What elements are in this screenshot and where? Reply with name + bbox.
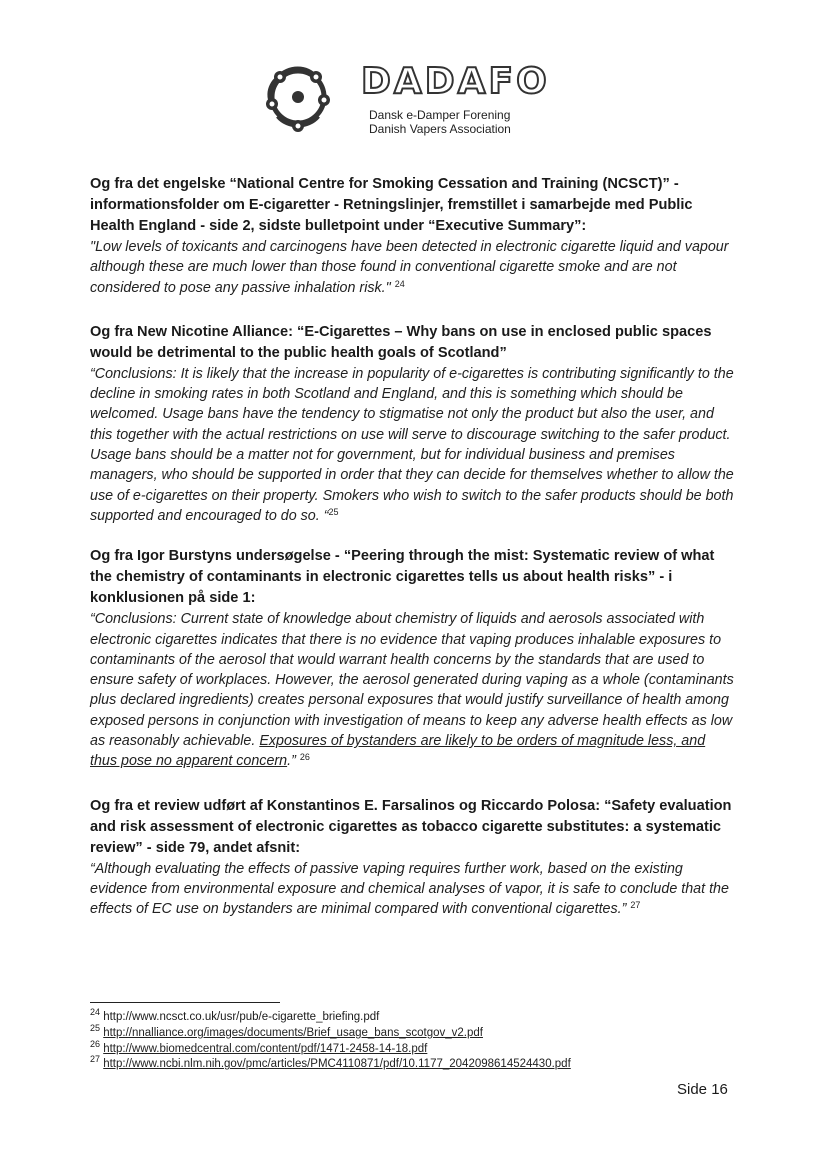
section-burstyn [90, 546, 735, 771]
footnote-ref: 24 [394, 278, 405, 289]
logo-subtitle-danish: Dansk e-Damper Forening [369, 108, 511, 122]
dadafo-logo [258, 56, 550, 138]
footnote-item [90, 1007, 571, 1026]
footnote-number: 25 [90, 1022, 101, 1033]
section-heading: Og fra New Nicotine Alliance: “E-Cigarettes – Why bans on use in enclosed public spaces would be detrimental to the public health goals of Scotland” [90, 323, 712, 361]
footnote-link[interactable]: http://www.ncbi.nlm.nih.gov/pmc/articles/PMC4110871/pdf/10.1177_2042098614524430.pdf [103, 1058, 571, 1071]
page-number: Side 16 [677, 1081, 728, 1098]
section-nna [90, 322, 735, 526]
quote-text: “Conclusions: It is likely that the increase in popularity of e-cigarettes is contributing significantly to the decline in smoking rates in both Scotland and England, and this is something which should be welcomed. Usage bans have the tendency to stigmatise not only the product but also the user, and this together with the actual restrictions on use will serve to discourage switching to the safer product. Usage bans should be a matter not for government, but for individual business and premises managers, who should be supported in order that they can decide for themselves whether to allow the use of e-cigarettes on their property. Smokers who wish to switch to the safer products should be both supported and encouraged to do so. “ [90, 365, 734, 524]
footnote-ref: 26 [299, 752, 310, 763]
footnote-divider [90, 1002, 280, 1003]
quote-underlined-text: Exposures of bystanders are likely to be orders of magnitude less, and thus pose no apparent concern [90, 733, 706, 770]
logo-wordmark: DADAFO [361, 61, 550, 102]
footnote-ref: 25 [328, 506, 339, 517]
section-heading: Og fra et review udført af Konstantinos E. Farsalinos og Riccardo Polosa: “Safety evaluation and risk assessment of electronic cigarettes as tobacco cigarette substitutes: a systematic review” - side 79, andet afsnit: [90, 797, 732, 856]
section-heading: Og fra det engelske “National Centre for Smoking Cessation and Training (NCSCT)” - informationsfolder om E-cigaretter - Retningslinjer, fremstillet i samarbejde med Public Health England - side 2, sidste bulletpoint under “Executive Summary”: [90, 176, 693, 234]
section-quote [90, 859, 735, 920]
section-ncsct [90, 174, 735, 298]
molecule-logo-icon [258, 56, 338, 138]
section-heading: Og fra Igor Burstyns undersøgelse - “Peering through the mist: Systematic review of what the chemistry of contaminants in electronic cigarettes tells us about health risks” - i konklusionen på side 1: [90, 548, 715, 607]
quote-end: .” [287, 753, 296, 770]
footnote-number: 24 [90, 1007, 101, 1017]
quote-text: “Although evaluating the effects of passive vaping requires further work, based on the existing evidence from environmental exposure and chemical analyses of vapor, it is safe to conclude that the effects of EC use on bystanders are minimal compared with conventional cigarettes.” [90, 860, 729, 918]
footnotes [90, 1007, 571, 1073]
footnote-number: 27 [90, 1054, 101, 1065]
section-quote [90, 364, 735, 526]
footnote-item [90, 1054, 571, 1073]
section-quote [90, 609, 735, 771]
section-farsalinos [90, 796, 735, 920]
document-body [90, 174, 735, 920]
quote-text: "Low levels of toxicants and carcinogens have been detected in electronic cigarette liquid and vapour although these are much lower than those found in conventional cigarette smoke and are not considered to pose any passive inhalation risk." [90, 239, 729, 296]
footnote-number: 26 [90, 1038, 101, 1049]
footnote-link[interactable]: http://www.biomedcentral.com/content/pdf/1471-2458-14-18.pdf [103, 1042, 428, 1055]
footnote-ref: 27 [630, 900, 641, 911]
footnote-link[interactable]: http://nnalliance.org/images/documents/Brief_usage_bans_scotgov_v2.pdf [103, 1026, 483, 1039]
logo-subtitle-english: Danish Vapers Association [369, 122, 511, 136]
quote-text: “Conclusions: Current state of knowledge about chemistry of liquids and aerosols associated with electronic cigarettes indicates that there is no evidence that vaping produces inhalable exposures to contaminants of the aerosol that would warrant health concerns by the standards that are used to ensure safety of workplaces. However, the aerosol generated during vaping as a whole (contaminants plus declared ingredients) creates personal exposures that would justify surveillance of health among exposed persons in conjunction with investigation of means to keep any adverse health effects as low as reasonably achievable. [90, 611, 734, 750]
footnote-url: http://www.ncsct.co.uk/usr/pub/e-cigarette_briefing.pdf [103, 1011, 380, 1023]
footnote-item [90, 1022, 571, 1042]
section-quote [90, 237, 735, 298]
footnote-item [90, 1038, 571, 1058]
